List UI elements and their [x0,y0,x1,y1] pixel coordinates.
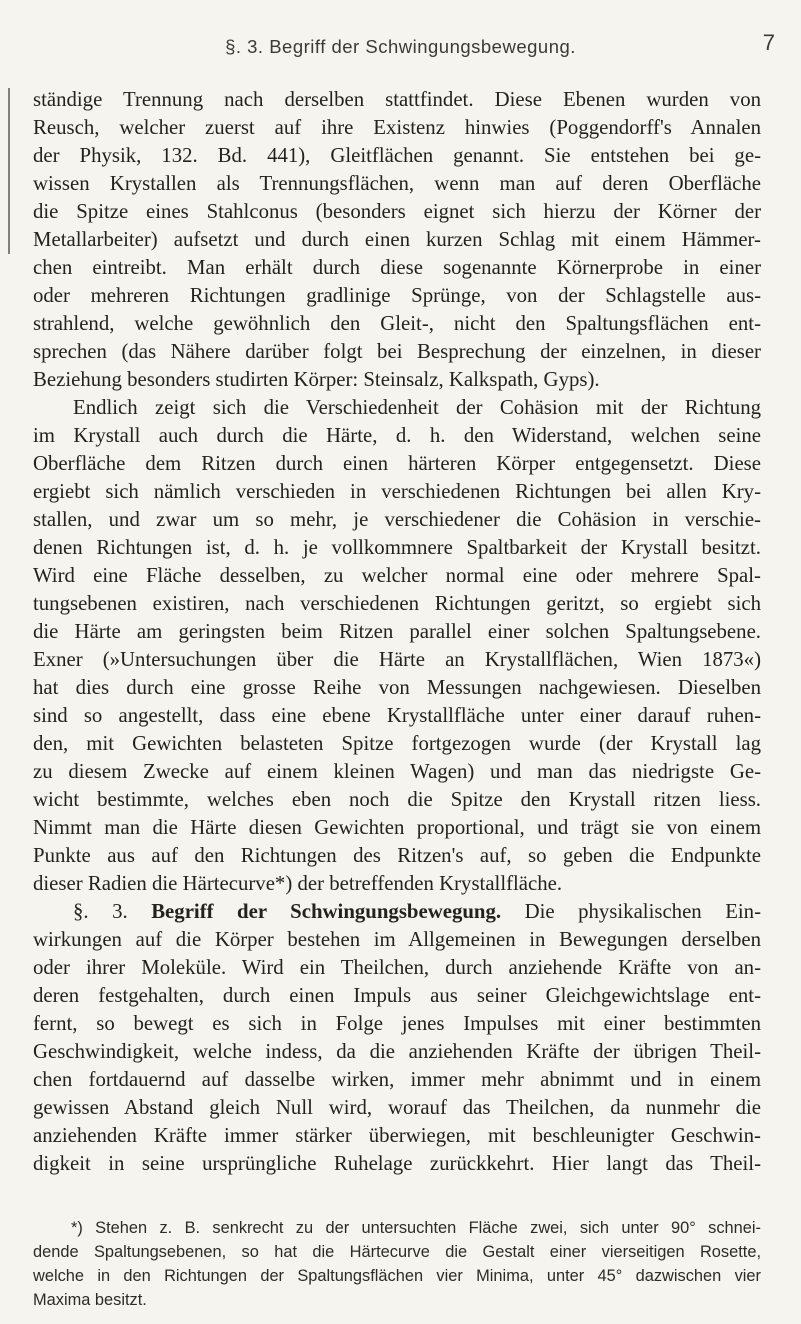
text-line: zu diesem Zwecke auf einem kleinen Wagen) und man das niedrigste Ge- [33,760,761,783]
running-head [20,30,781,66]
text-line: deren festgehalten, durch einen Impuls aus seiner Gleichgewichtslage ent- [33,984,761,1007]
text-line: Geschwindigkeit, welche indess, da die anziehenden Kräfte der übrigen Theil- [33,1040,761,1063]
text-line: tungsebenen existiren, nach verschiedenen Richtungen geritzt, so ergiebt sich [33,592,761,615]
text-line: fernt, so bewegt es sich in Folge jenes Impulses mit einer bestimmten [33,1012,761,1035]
page-number: 7 [762,30,775,55]
text-line: sind so angestellt, dass eine ebene Krystallfläche unter einer darauf ruhen- [33,704,761,727]
section-first-line-text: Die physikalischen Ein- [524,900,761,923]
section-start-line [33,898,761,926]
text-line: Exner (»Untersuchungen über die Härte an Krystallflächen, Wien 1873«) [33,648,761,671]
text-line: Reusch, welcher zuerst auf ihre Existenz hinwies (Poggendorff's Annalen [33,116,761,139]
text-line: hat dies durch eine grosse Reihe von Messungen nachgewiesen. Dieselben [33,676,761,699]
text-line: strahlend, welche gewöhnlich den Gleit-, nicht den Spaltungsflächen ent- [33,312,761,335]
footnote-line: dende Spaltungsebenen, so hat die Härtecurve die Gestalt einer vierseitigen Rosette, [33,1243,761,1261]
paragraph-start-line: Endlich zeigt sich die Verschiedenheit der Cohäsion mit der Richtung [73,396,761,419]
paragraph-end-line: Beziehung besonders studirten Körper: Steinsalz, Kalkspath, Gyps). [33,368,600,391]
footnote-line: Maxima besitzt. [33,1291,147,1309]
text-line: der Physik, 132. Bd. 441), Gleitflächen genannt. Sie entstehen bei ge- [33,144,761,167]
text-line: die Härte am geringsten beim Ritzen parallel einer solchen Spaltungsebene. [33,620,761,643]
text-line: Punkte aus auf den Richtungen des Ritzen's auf, so geben die Endpunkte [33,844,761,867]
text-line: chen eintreibt. Man erhält durch diese sogenannte Körnerprobe in einer [33,256,761,279]
text-line: sprechen (das Nähere darüber folgt bei Besprechung der einzelnen, in dieser [33,340,761,363]
text-line: den, mit Gewichten belasteten Spitze fortgezogen wurde (der Krystall lag [33,732,761,755]
text-line: digkeit in seine ursprüngliche Ruhelage zurückkehrt. Hier langt das Theil- [33,1152,761,1175]
footnote-line: welche in den Richtungen der Spaltungsflächen vier Minima, unter 45° dazwischen vier [33,1267,761,1285]
text-line: wissen Krystallen als Trennungsflächen, wenn man auf deren Oberfläche [33,172,761,195]
text-line: wirkungen auf die Körper bestehen im Allgemeinen in Bewegungen derselben [33,928,761,951]
text-line: anziehenden Kräfte immer stärker überwiegen, mit beschleunigter Geschwin- [33,1124,761,1147]
footnote-line: *) Stehen z. B. senkrecht zu der untersuchten Fläche zwei, sich unter 90° schnei- [71,1219,761,1237]
text-line: wicht bestimmte, welches eben noch die Spitze den Krystall ritzen liess. [33,788,761,811]
text-line: die Spitze eines Stahlconus (besonders eignet sich hierzu der Körner der [33,200,761,223]
text-line: denen Richtungen ist, d. h. je vollkommnere Spaltbarkeit der Krystall besitzt. [33,536,761,559]
text-line: oder mehreren Richtungen gradlinige Sprünge, von der Schlagstelle aus- [33,284,761,307]
body-text [33,86,761,1178]
text-line: ständige Trennung nach derselben stattfindet. Diese Ebenen wurden von [33,88,761,111]
text-line: Oberfläche dem Ritzen durch einen härteren Körper entgegensetzt. Diese [33,452,761,475]
text-line: im Krystall auch durch die Härte, d. h. den Widerstand, welchen seine [33,424,761,447]
section-heading: Begriff der Schwingungsbewegung. [151,900,502,923]
paragraph-end-line: dieser Radien die Härtecurve*) der betreffenden Krystallfläche. [33,872,563,895]
text-line: Wird eine Fläche desselben, zu welcher normal eine oder mehrere Spal- [33,564,761,587]
text-line: oder ihrer Moleküle. Wird ein Theilchen, durch anziehende Kräfte von an- [33,956,761,979]
text-line: gewissen Abstand gleich Null wird, worauf das Theilchen, da nunmehr die [33,1096,761,1119]
footnotes [33,1216,761,1312]
text-line: ergiebt sich nämlich verschieden in verschiedenen Richtungen bei allen Kry- [33,480,761,503]
section-number: §. 3. [73,900,128,923]
text-line: stallen, und zwar um so mehr, je verschiedener die Cohäsion in verschie- [33,508,761,531]
text-line: chen fortdauernd auf dasselbe wirken, immer mehr abnimmt und in einem [33,1068,761,1091]
margin-rule [8,88,10,254]
text-line: Metallarbeiter) aufsetzt und durch einen kurzen Schlag mit einem Hämmer- [33,228,761,251]
running-title: §. 3. Begriff der Schwingungsbewegung. [225,36,576,57]
text-line: Nimmt man die Härte diesen Gewichten proportional, und trägt sie von einem [33,816,761,839]
